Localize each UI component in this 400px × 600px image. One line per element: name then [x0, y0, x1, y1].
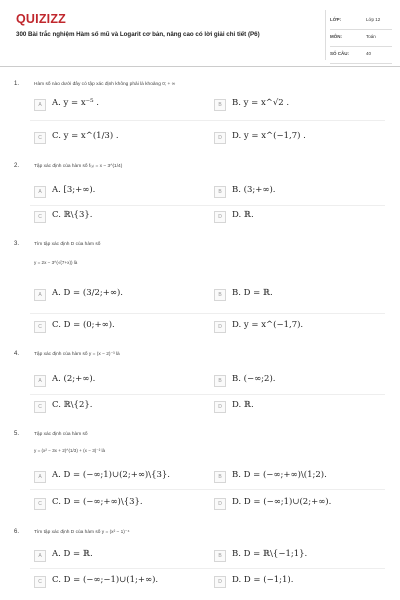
option-letter-box: D [214, 321, 226, 333]
option-letter-box: A [34, 375, 46, 387]
option-text: D. y = x^(−1,7) . [232, 131, 306, 141]
question-formula: y = (x² − 3x + 2)^(1/3) + (x − 3)⁻² là [34, 448, 106, 453]
option-text: A. D = (3/2;+∞). [52, 288, 123, 298]
option-text: B. y = x^√2 . [232, 98, 290, 108]
option-text: B. (−∞;2). [232, 374, 276, 384]
meta-key: MÔN: [330, 34, 342, 39]
option-letter-box: D [214, 401, 226, 413]
meta-row-class [330, 13, 392, 30]
option-text: D. ℝ. [232, 400, 254, 410]
question-text: Tìm tập xác định D của hàm số y = (x² − 1)⁻⁴ [34, 530, 130, 535]
option-text: C. D = (−∞;+∞)\{3}. [52, 497, 143, 507]
meta-row-subject [330, 30, 392, 47]
option-text: A. y = x⁻⁵ . [52, 98, 99, 108]
meta-panel [330, 13, 392, 64]
question-text: Tập xác định của hàm số f₍ₓ₎ = x − 3^(1/4) [34, 164, 123, 169]
worksheet-header [0, 0, 400, 67]
option-letter-box: C [34, 132, 46, 144]
option-text: A. [3;+∞). [52, 185, 96, 195]
option-letter-box: C [34, 211, 46, 223]
meta-row-count [330, 47, 392, 64]
question-number: 3. [14, 241, 20, 247]
option-text: B. D = (−∞;+∞)\(1;2). [232, 470, 327, 480]
option-text: B. D = ℝ. [232, 288, 273, 298]
option-letter-box: B [214, 99, 226, 111]
option-divider [30, 205, 385, 206]
meta-value: Toán [366, 34, 376, 39]
meta-key: LỚP: [330, 17, 342, 22]
option-letter-box: A [34, 99, 46, 111]
option-text: C. y = x^(1/3) . [52, 131, 119, 141]
question-number: 2. [14, 163, 20, 169]
option-letter-box: A [34, 550, 46, 562]
option-text: C. D = (0;+∞). [52, 320, 115, 330]
option-divider [30, 120, 385, 121]
question-number: 1. [14, 81, 20, 87]
option-text: C. ℝ\{3}. [52, 210, 93, 220]
option-letter-box: B [214, 289, 226, 301]
logo: QUIZIZZ [16, 12, 67, 26]
header-divider [325, 10, 326, 60]
option-text: A. (2;+∞). [52, 374, 96, 384]
option-text: C. D = (−∞;−1)∪(1;+∞). [52, 575, 159, 585]
meta-value: Lớp 12 [366, 17, 381, 22]
option-letter-box: C [34, 321, 46, 333]
option-text: D. D = (−1;1). [232, 575, 294, 585]
option-divider [30, 489, 385, 490]
option-letter-box: D [214, 211, 226, 223]
question-formula: y = 2x − 3^(√(7+x)) là [34, 260, 78, 265]
option-text: D. y = x^(−1,7). [232, 320, 304, 330]
option-letter-box: A [34, 471, 46, 483]
question-text: Tập xác định của hàm số [34, 432, 88, 437]
option-text: B. D = ℝ\{−1;1}. [232, 549, 308, 559]
option-letter-box: B [214, 471, 226, 483]
option-letter-box: D [214, 576, 226, 588]
question-text: Tìm tập xác định D của hàm số [34, 242, 101, 247]
question-text: Hàm số nào dưới đây có tập xác định không phải là khoảng 0; + ∞ [34, 82, 176, 87]
option-letter-box: A [34, 186, 46, 198]
option-text: C. ℝ\{2}. [52, 400, 93, 410]
page-title: 300 Bài trắc nghiệm Hàm số mũ và Logarit cơ bản, nâng cao có lời giải chi tiết (P6) [16, 31, 260, 38]
question-number: 6. [14, 529, 20, 535]
option-letter-box: B [214, 375, 226, 387]
question-text: Tập xác định của hàm số y = (x − 2)⁻³ là [34, 352, 120, 357]
option-text: A. D = (−∞;1)∪(2;+∞)\{3}. [52, 470, 171, 480]
option-letter-box: B [214, 186, 226, 198]
option-divider [30, 313, 385, 314]
meta-value: 40 [366, 51, 372, 56]
option-text: D. ℝ. [232, 210, 254, 220]
meta-key: SỐ CÂU: [330, 51, 349, 56]
option-letter-box: A [34, 289, 46, 301]
option-text: B. (3;+∞). [232, 185, 276, 195]
question-number: 5. [14, 431, 20, 437]
option-text: D. D = (−∞;1)∪(2;+∞). [232, 497, 332, 507]
option-letter-box: D [214, 498, 226, 510]
option-letter-box: C [34, 576, 46, 588]
option-divider [30, 568, 385, 569]
option-letter-box: B [214, 550, 226, 562]
question-number: 4. [14, 351, 20, 357]
option-letter-box: C [34, 401, 46, 413]
option-letter-box: C [34, 498, 46, 510]
option-letter-box: D [214, 132, 226, 144]
option-text: A. D = ℝ. [52, 549, 93, 559]
option-divider [30, 394, 385, 395]
